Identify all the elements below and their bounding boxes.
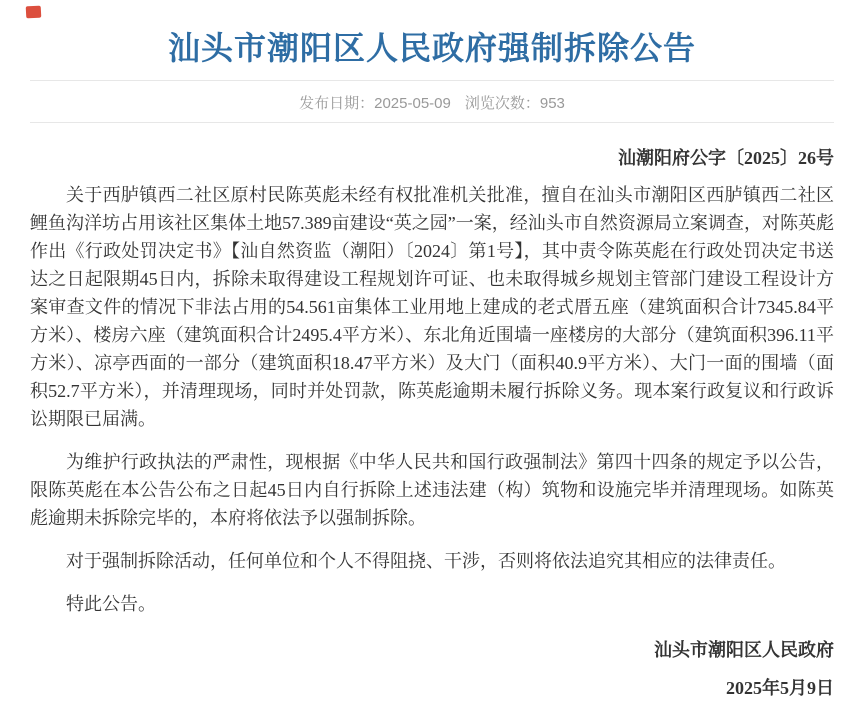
document-number: 汕潮阳府公字〔2025〕26号 — [618, 148, 834, 168]
corner-red-icon — [26, 6, 42, 19]
paragraph-announcement-basis: 为维护行政执法的严肃性，现根据《中华人民共和国行政强制法》第四十四条的规定予以公告，限陈英彪在本公告公布之日起45日内自行拆除上述违法建（构）筑物和设施完毕并清理现场。如陈英彪逾期未拆除完毕的，本府将依法予以强制拆除。 — [30, 452, 834, 528]
paragraph-legal-warning: 对于强制拆除活动，任何单位和个人不得阻挠、干涉，否则将依法追究其相应的法律责任。 — [66, 551, 786, 571]
page-title: 汕头市潮阳区人民政府强制拆除公告 — [167, 30, 696, 66]
document-body — [30, 181, 834, 618]
publish-date-label: 发布日期： — [299, 95, 375, 112]
views-label: 浏览次数： — [464, 95, 540, 112]
signature-date: 2025年5月9日 — [726, 678, 834, 698]
publish-date-value: 2025-05-09 — [374, 95, 451, 112]
views-value: 953 — [539, 95, 565, 112]
issuing-authority-signature: 汕头市潮阳区人民政府 — [654, 640, 834, 660]
paragraph-closing: 特此公告。 — [66, 594, 156, 614]
meta-row — [30, 80, 834, 123]
paragraph-case-description: 关于西胪镇西二社区原村民陈英彪未经有权批准机关批准，擅自在汕头市潮阳区西胪镇西二社区鲤鱼沟洋坊占用该社区集体土地57.389亩建设“英之园”一案，经汕头市自然资源局立案调查，对陈英彪作出《行政处罚决定书》【汕自然资监（潮阳）〔2024〕第1号】，其中责令陈英彪在行政处罚决定书送达之日起限期45日内，拆除未取得建设工程规划许可证、也未取得城乡规划主管部门建设工程设计方案审查文件的情况下非法占用的54.561亩集体工业用地上建成的老式厝五座（建筑面积合计7345.84平方米）、楼房六座（建筑面积合计2495.4平方米）、东北角近围墙一座楼房的大部分（建筑面积396.11平方米）、凉亭西面的一部分（建筑面积18.47平方米）及大门（面积40.9平方米）、大门一面的围墙（面积52.7平方米），并清理现场，同时并处罚款，陈英彪逾期未履行拆除义务。现本案行政复议和行政诉讼期限已届满。 — [30, 185, 834, 429]
